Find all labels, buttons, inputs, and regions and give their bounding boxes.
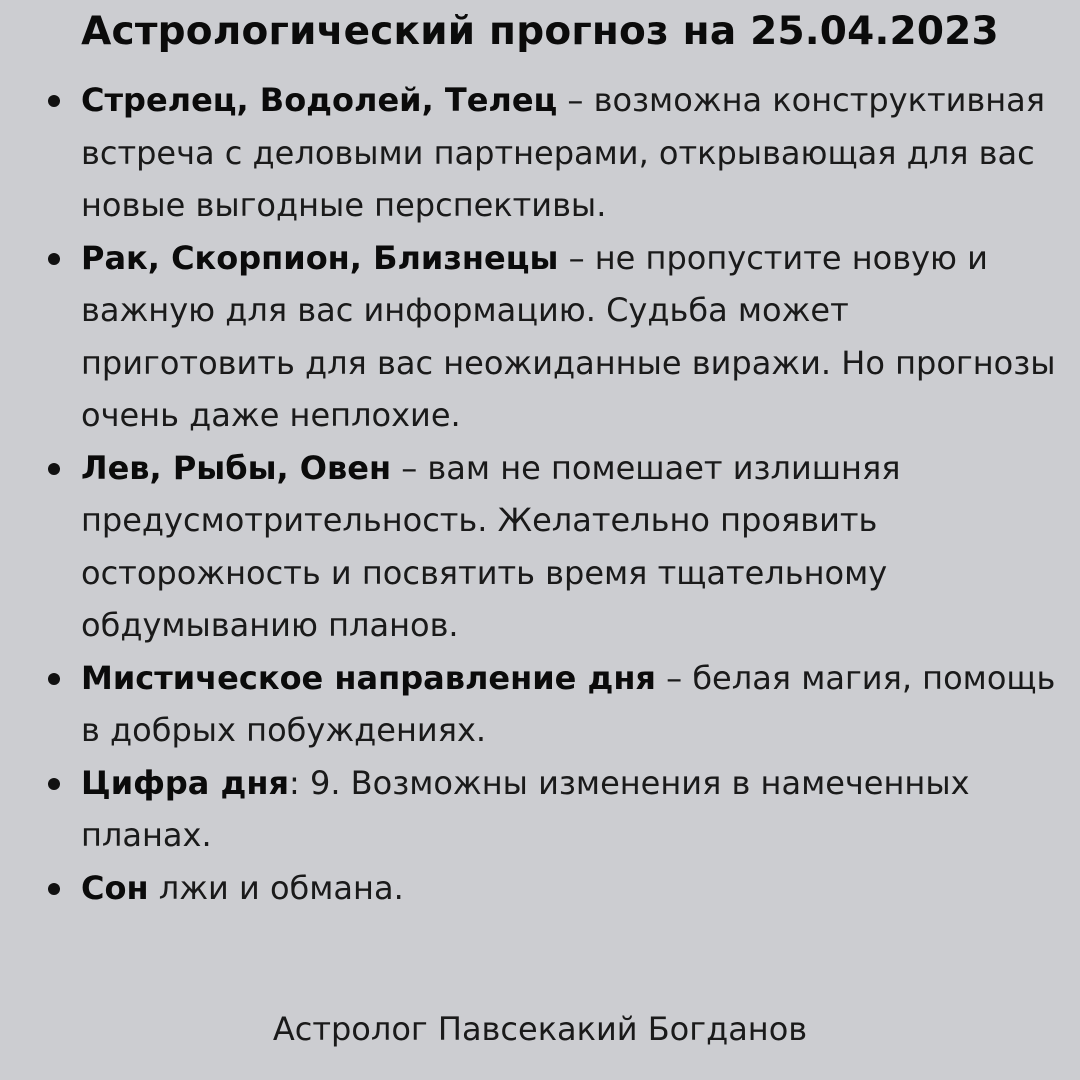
bullet-icon bbox=[48, 778, 60, 790]
list-item bbox=[44, 652, 1064, 757]
dream-label: Сон bbox=[81, 868, 149, 907]
forecast-text: – вам не помешает излишняя предусмотрительность. Желательно проявить осторожность и посвятить время тщательному обдумыванию планов. bbox=[81, 448, 901, 644]
bullet-icon bbox=[48, 673, 60, 685]
list-item bbox=[44, 74, 1064, 232]
signs-label: Лев, Рыбы, Овен bbox=[81, 448, 392, 487]
bullet-icon bbox=[48, 95, 60, 107]
forecast-text: : 9. Возможны изменения в намеченных планах. bbox=[81, 763, 970, 854]
forecast-text: – возможна конструктивная встреча с деловыми партнерами, открывающая для вас новые выгодные перспективы. bbox=[81, 81, 1046, 224]
bullet-icon bbox=[48, 253, 60, 265]
forecast-list bbox=[44, 74, 1064, 914]
signs-label: Рак, Скорпион, Близнецы bbox=[81, 238, 559, 277]
list-item bbox=[44, 442, 1064, 652]
list-item bbox=[44, 232, 1064, 442]
bullet-icon bbox=[48, 463, 60, 475]
forecast-text: лжи и обмана. bbox=[148, 868, 404, 907]
list-item bbox=[44, 862, 1064, 915]
mystic-direction-label: Мистическое направление дня bbox=[81, 658, 656, 697]
signs-label: Стрелец, Водолей, Телец bbox=[81, 81, 558, 119]
page-title: Астрологический прогноз на 25.04.2023 bbox=[81, 9, 999, 54]
forecast-text: – не пропустите новую и важную для вас информацию. Судьба может приготовить для вас неожиданные виражи. Но прогнозы очень даже неплохие. bbox=[81, 238, 1056, 434]
number-of-day-label: Цифра дня bbox=[81, 763, 289, 802]
author-signature: Астролог Павсекакий Богданов bbox=[272, 1010, 808, 1048]
forecast-text: – белая магия, помощь в добрых побуждениях. bbox=[81, 658, 1056, 749]
list-item bbox=[44, 757, 1064, 862]
bullet-icon bbox=[48, 883, 60, 895]
